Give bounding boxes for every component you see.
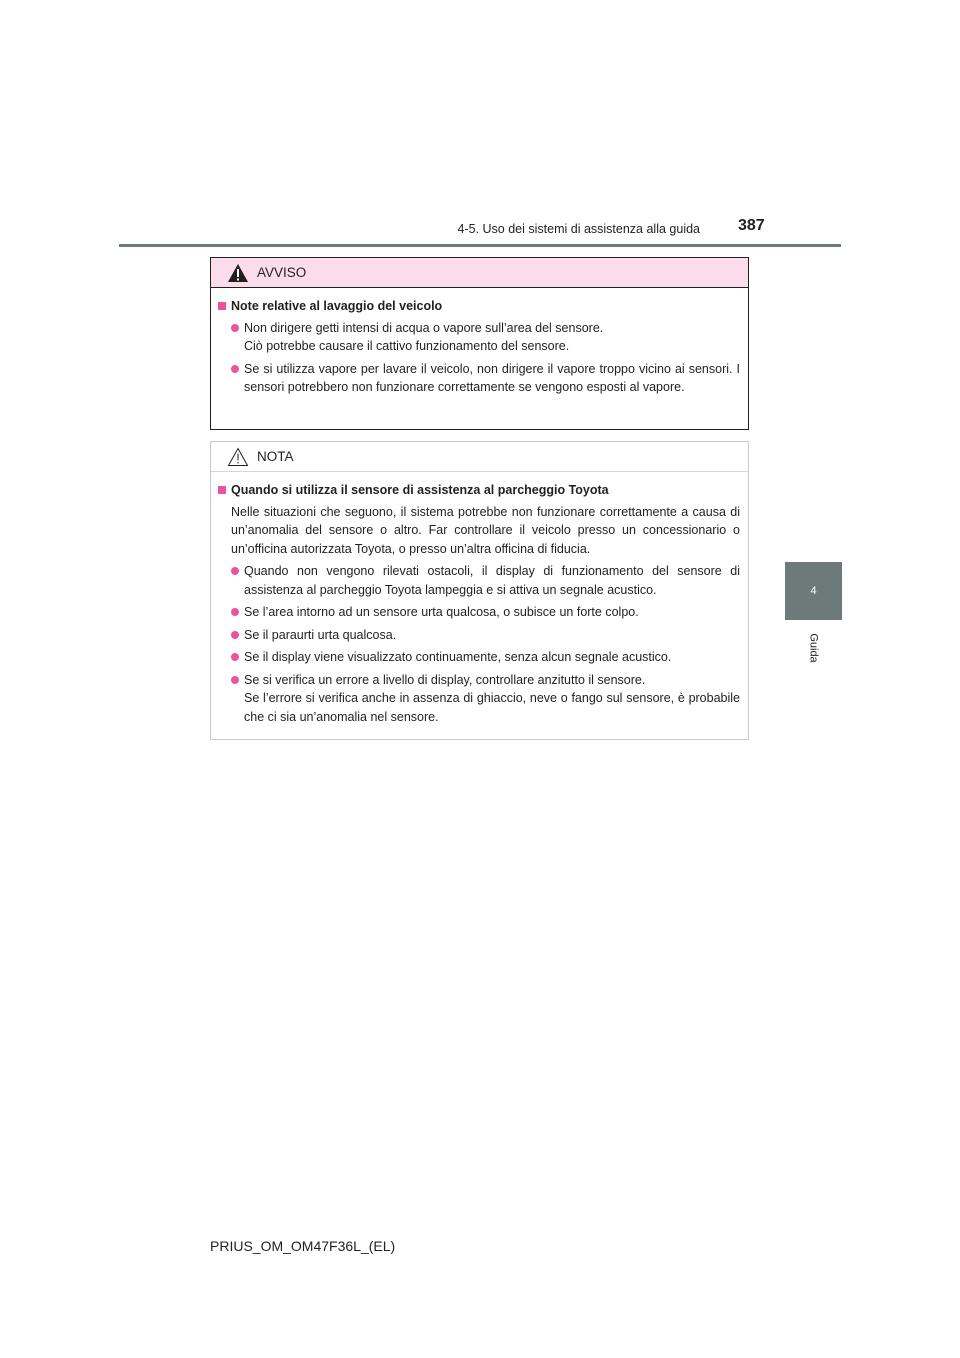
- list-item-text: Se il paraurti urta qualcosa.: [244, 627, 397, 642]
- warning-triangle-filled-icon: [227, 263, 249, 283]
- warning-heading-text: Note relative al lavaggio del veicolo: [231, 299, 443, 313]
- list-item: [218, 648, 740, 667]
- bullet-dot-icon: [231, 608, 239, 616]
- list-item: [218, 562, 740, 599]
- chapter-tab[interactable]: [785, 562, 842, 620]
- list-item-text: Non dirigere getti intensi di acqua o vapore sull’area del sensore.: [244, 320, 604, 335]
- list-item-text: Se si verifica un errore a livello di display, controllare anzitutto il sensore.: [244, 672, 646, 687]
- notice-heading-text: Quando si utilizza il sensore di assistenza al parcheggio Toyota: [231, 483, 609, 497]
- list-item-text: Se l’area intorno ad un sensore urta qualcosa, o subisce un forte colpo.: [244, 605, 639, 619]
- bullet-dot-icon: [231, 631, 239, 639]
- bullet-dot-icon: [231, 653, 239, 661]
- chapter-label-text: Guida: [807, 633, 820, 663]
- list-item-text: Se l’errore si verifica anche in assenza di ghiaccio, neve o fango sul sensore, è probabile che ci sia un’anomalia nel sensore.: [244, 691, 740, 724]
- list-item: [218, 671, 740, 727]
- notice-box: [210, 441, 749, 740]
- warning-body: [211, 288, 748, 397]
- section-title: 4-5. Uso dei sistemi di assistenza alla guida: [457, 222, 700, 236]
- list-item: [218, 360, 740, 397]
- bullet-dot-icon: [231, 567, 239, 575]
- notice-section-heading: [218, 481, 740, 500]
- header-divider: [119, 244, 841, 247]
- chapter-number: 4: [810, 585, 817, 597]
- list-item: [218, 603, 740, 622]
- notice-body: [211, 472, 748, 726]
- notice-paragraph: Nelle situazioni che seguono, il sistema potrebbe non funzionare correttamente a causa di un’anomalia del sensore o altro. Far controllare il veicolo presso un concessionario o un’officina autorizzata Toyota, o presso un’altra officina di fiducia.: [231, 504, 740, 556]
- warning-triangle-outline-icon: [227, 447, 249, 467]
- warning-section-heading: [218, 297, 740, 316]
- list-item-text: Quando non vengono rilevati ostacoli, il display di funzionamento del sensore di assistenza al parcheggio Toyota lampeggia e si attiva un segnale acustico.: [244, 564, 740, 597]
- notice-header: [211, 442, 748, 472]
- list-item: [218, 319, 740, 356]
- warning-box: [210, 257, 749, 430]
- warning-header: [211, 258, 748, 288]
- chapter-label: [785, 628, 842, 668]
- list-item-text: Se il display viene visualizzato continuamente, senza alcun segnale acustico.: [244, 650, 672, 664]
- document-code: PRIUS_OM_OM47F36L_(EL): [210, 1238, 396, 1254]
- page-number: 387: [738, 217, 765, 234]
- warning-title: AVVISO: [257, 265, 307, 280]
- square-bullet-icon: [218, 302, 226, 310]
- bullet-dot-icon: [231, 324, 239, 332]
- bullet-dot-icon: [231, 676, 239, 684]
- list-item-text: Ciò potrebbe causare il cattivo funzionamento del sensore.: [244, 339, 570, 353]
- square-bullet-icon: [218, 486, 226, 494]
- bullet-dot-icon: [231, 365, 239, 373]
- list-item: [218, 626, 740, 645]
- notice-title: NOTA: [257, 449, 294, 464]
- list-item-text: Se si utilizza vapore per lavare il veicolo, non dirigere il vapore troppo vicino ai sensori. I sensori potrebbero non funzionare correttamente se vengono esposti al vapore.: [244, 361, 740, 394]
